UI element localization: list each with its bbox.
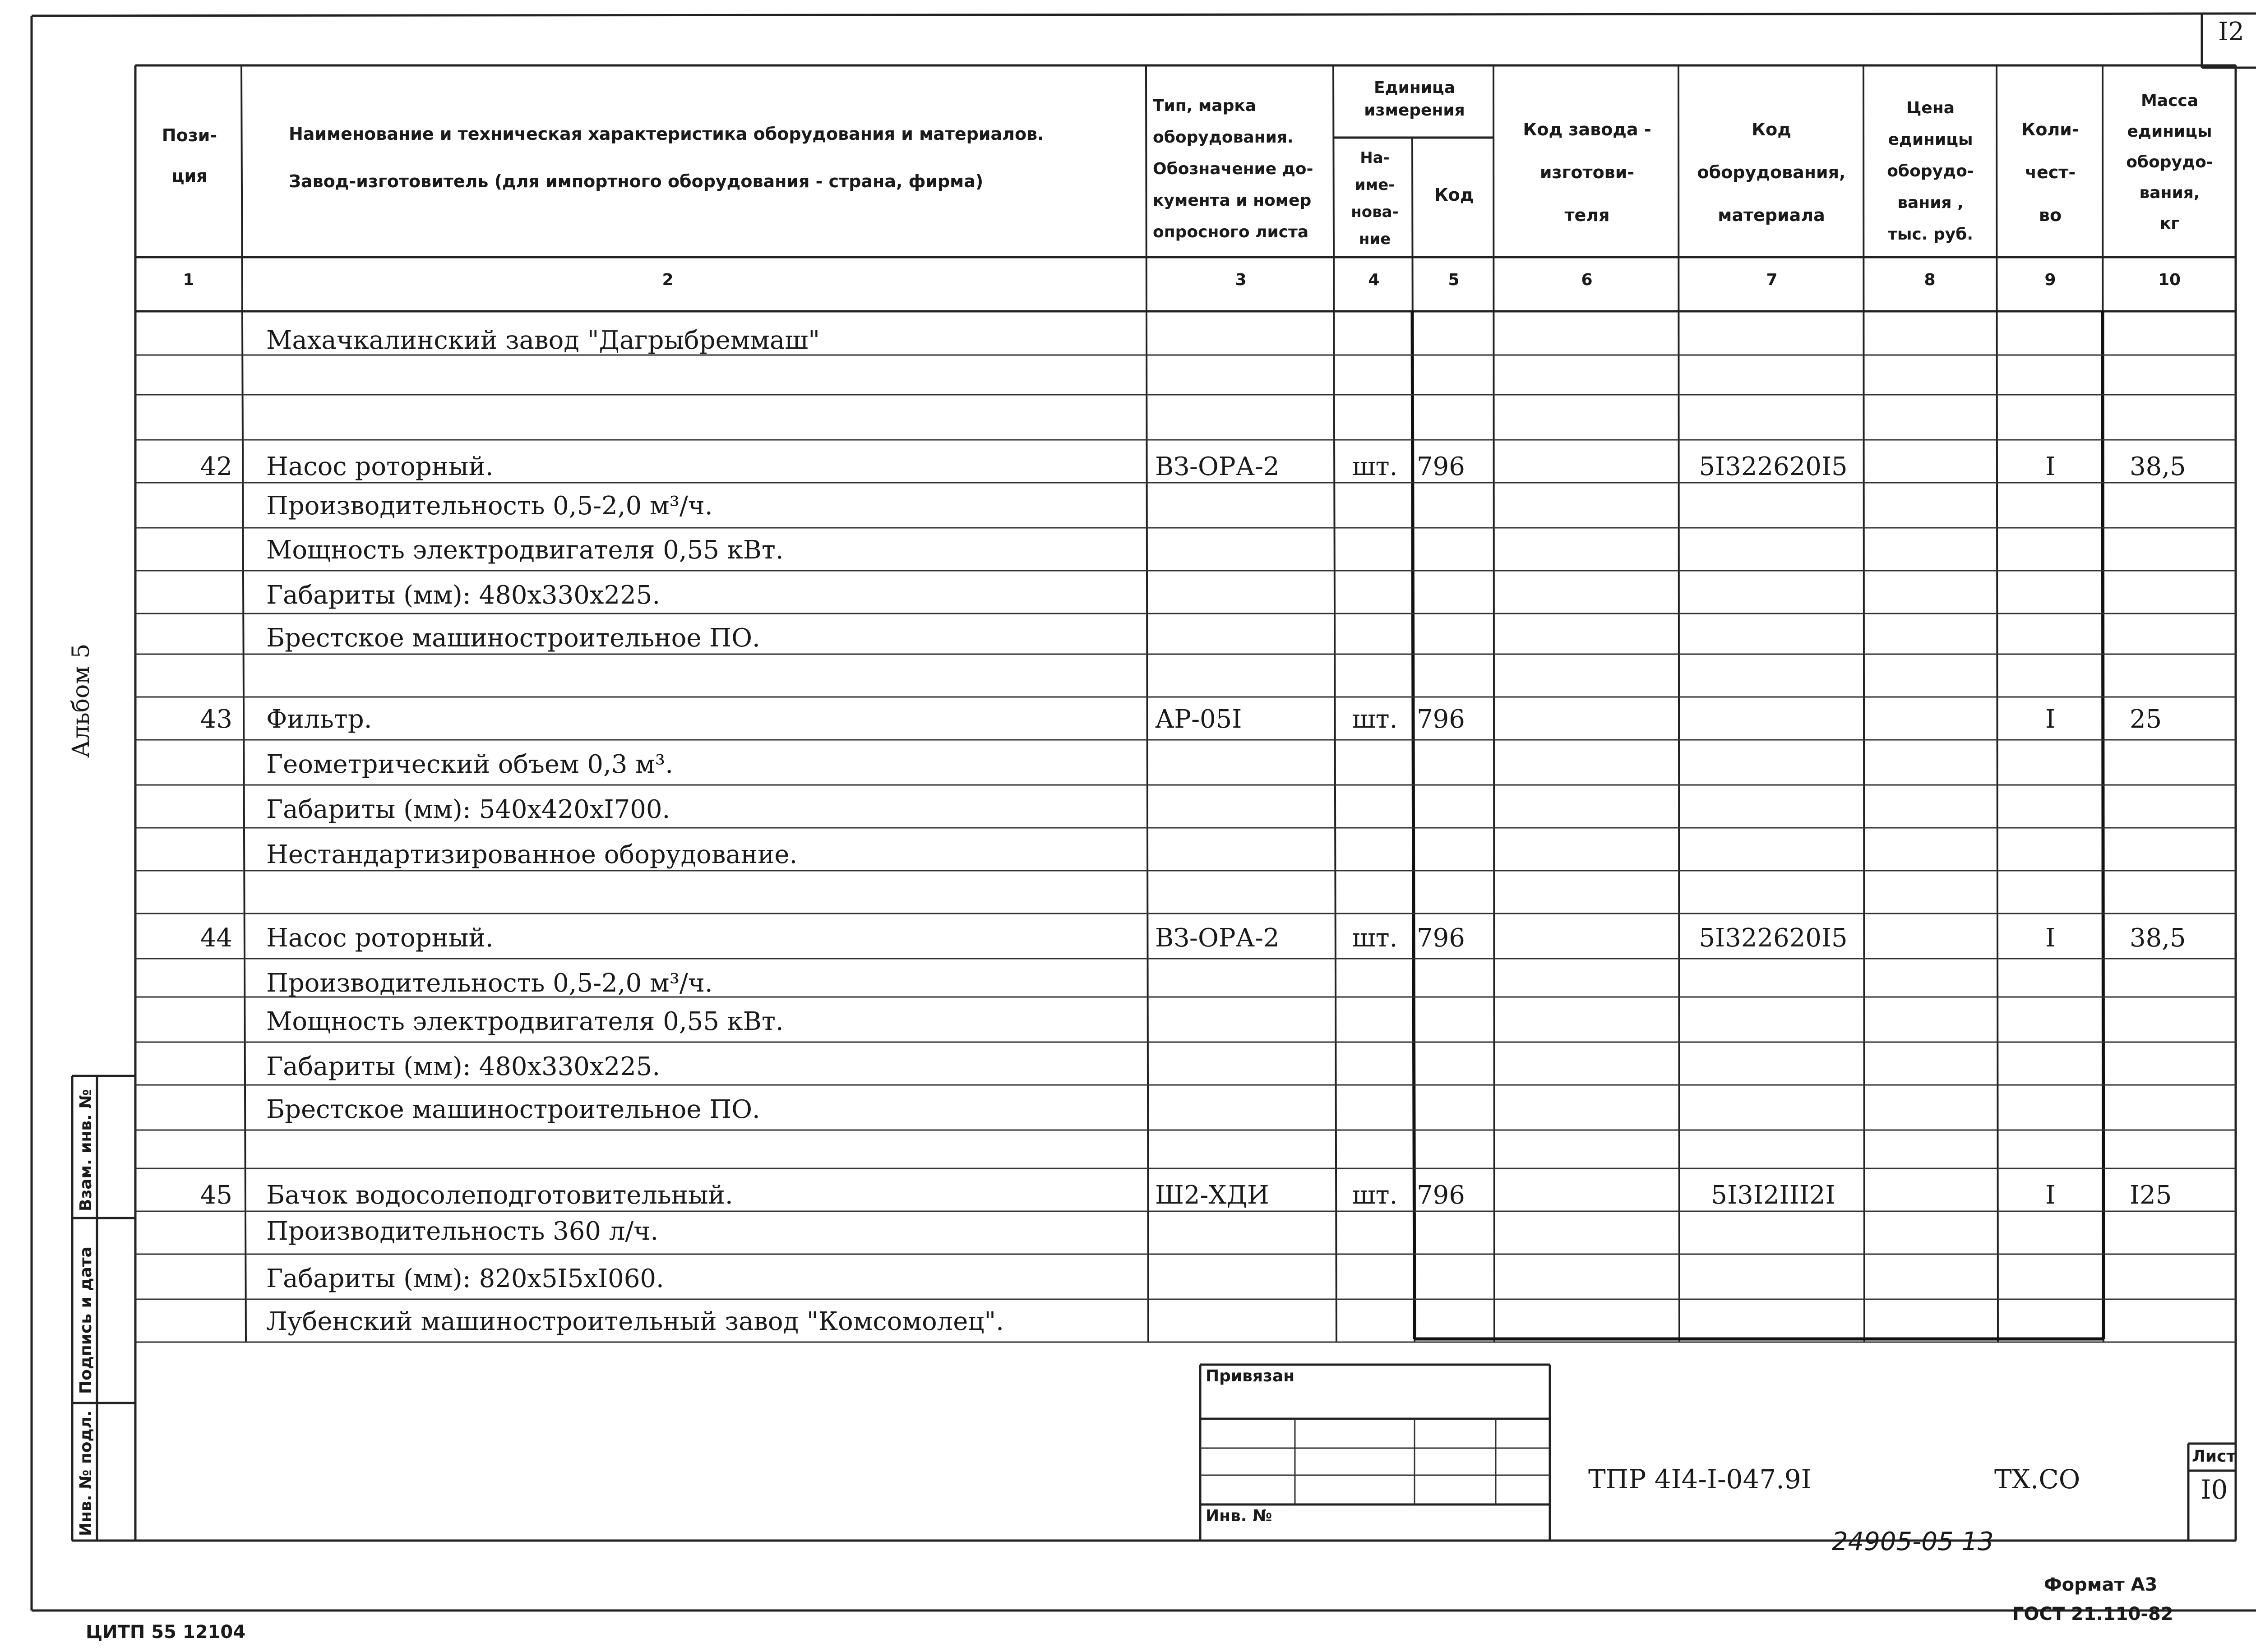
format-label: Формат А3 [2044,1574,2158,1595]
inv-no-label: Инв. № [1206,1507,1272,1525]
cell-name: Габариты (мм): 540x420xI700. [266,795,670,824]
cell-type: ВЗ-ОРА-2 [1155,923,1280,953]
header-col8: Цена единицы оборудо- вания , тыс. руб. [1887,99,1974,244]
sheet-top-number: I2 [2218,17,2244,46]
cell-type: ВЗ-ОРА-2 [1155,452,1280,481]
cell-type: АР-05I [1155,705,1242,734]
col-number: 7 [1766,271,1778,289]
col-number: 10 [2158,271,2181,289]
col-number: 4 [1368,271,1380,289]
cell-name: Геометрический объем 0,3 м³. [266,750,673,779]
header-col6: Код завода - изготови- теля [1523,120,1651,225]
list-number: I0 [2201,1474,2228,1505]
cell-unit: шт. [1352,1181,1398,1210]
cell-unit: шт. [1352,705,1398,734]
header-col7: Код оборудования, материала [1697,120,1846,225]
cell-equip-code: 5I322620I5 [1699,923,1848,953]
cell-name: Габариты (мм): 820x5I5xI060. [266,1264,664,1293]
cell-qty: I [2045,705,2056,734]
cell-qty: I [2045,452,2056,481]
cell-equip-code: 5I3I2III2I [1711,1181,1835,1210]
doc-code: ТПР 4I4-I-047.9I [1588,1464,1812,1495]
header-col3: Тип, марка оборудования. Обозначение до- кумента и номер опросного листа [1153,97,1313,241]
cell-code: 796 [1417,452,1465,481]
header-col1: Пози- ция [162,125,217,186]
header-col9: Коли- чест- во [2021,120,2079,225]
privyazan-label: Привязан [1206,1367,1295,1385]
cell-unit: шт. [1352,923,1398,953]
cell-name: Фильтр. [266,705,372,734]
header-col2: Наименование и техническая характеристика оборудования и материалов. Завод-изготовитель (для импортного оборудования - страна, фирма) [289,124,1044,191]
cell-name: Бачок водосолеподготовительный. [266,1181,733,1210]
col-number: 9 [2044,271,2056,289]
col-number: 6 [1581,271,1593,289]
cell-name: Нестандартизированное оборудование. [266,840,798,869]
col-number: 3 [1235,271,1247,289]
cell-mass: I25 [2130,1181,2172,1210]
header-col5: Код [1434,185,1474,205]
col-number: 1 [183,271,194,289]
tsitp-label: ЦИТП 55 12104 [86,1622,246,1643]
cell-name: Лубенский машиностроительный завод "Комсомолец". [266,1307,1004,1336]
handwritten-number: 24905-05 13 [1832,1527,1994,1556]
side-stamp-inv: Инв. № подл. [77,1410,95,1536]
cell-qty: I [2045,1181,2056,1210]
cell-name: Мощность электродвигателя 0,55 кВт. [266,535,784,565]
cell-type: Ш2-ХДИ [1155,1181,1269,1210]
cell-pos: 42 [200,452,232,481]
gost-label: ГОСТ 21.110-82 [2012,1604,2173,1624]
col-number: 5 [1448,271,1460,289]
cell-pos: 45 [200,1181,232,1210]
album-label: Альбом 5 [68,643,95,758]
cell-name: Производительность 0,5-2,0 м³/ч. [266,491,713,521]
cell-code: 796 [1417,1181,1465,1210]
cell-equip-code: 5I322620I5 [1699,452,1848,481]
cell-name: Насос роторный. [266,923,494,953]
side-stamp-podpis: Подпись и дата [77,1246,95,1394]
cell-name: Махачкалинский завод "Дагрыбреммаш" [266,326,820,355]
list-label: Лист [2192,1447,2236,1466]
cell-name: Брестское машиностроительное ПО. [266,1095,760,1124]
header-col4: На- име- нова- ние [1351,149,1399,248]
cell-name: Брестское машиностроительное ПО. [266,623,760,653]
cell-mass: 38,5 [2130,923,2186,953]
header-unit-group: Единица измерения [1364,78,1465,120]
cell-mass: 38,5 [2130,452,2186,481]
cell-name: Производительность 0,5-2,0 м³/ч. [266,969,713,998]
cell-name: Габариты (мм): 480x330x225. [266,581,661,610]
col-number: 8 [1924,271,1936,289]
col-number: 2 [662,271,674,289]
header-col10: Масса единицы оборудо- вания, кг [2126,92,2213,233]
cell-code: 796 [1417,705,1465,734]
cell-pos: 44 [200,923,232,953]
side-stamp-vzam: Взам. инв. № [77,1089,95,1211]
cell-qty: I [2045,923,2056,953]
doc-mark: ТХ.СО [1994,1464,2080,1495]
cell-pos: 43 [200,705,232,734]
cell-name: Насос роторный. [266,452,494,481]
cell-name: Мощность электродвигателя 0,55 кВт. [266,1007,784,1036]
cell-name: Производительность 360 л/ч. [266,1217,659,1246]
cell-unit: шт. [1352,452,1398,481]
cell-name: Габариты (мм): 480x330x225. [266,1052,661,1081]
cell-code: 796 [1417,923,1465,953]
cell-mass: 25 [2130,705,2162,734]
